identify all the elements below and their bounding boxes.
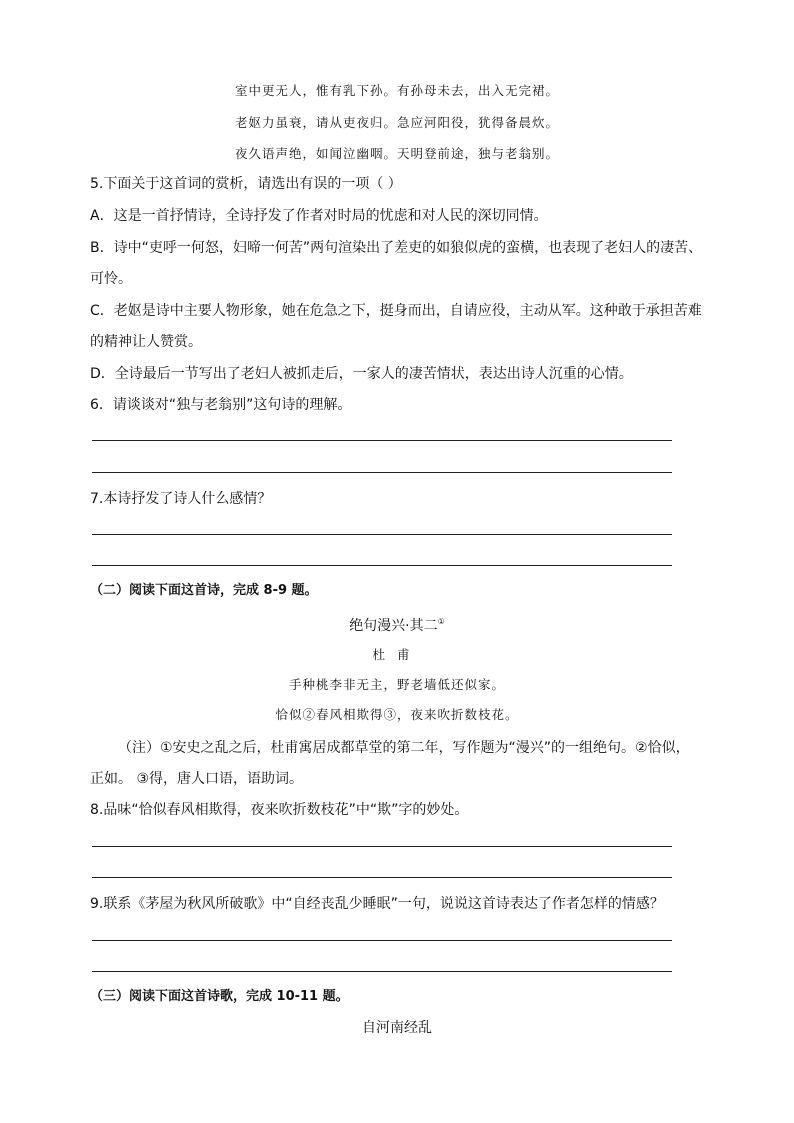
poem-line: 老妪力虽衰，请从吏夜归。急应河阳役，犹得备晨炊。	[234, 115, 559, 130]
poem-3-title: 自河南经乱	[362, 1020, 432, 1036]
question-7-stem: 7.本诗抒发了诗人什么感情？	[90, 491, 272, 507]
answer-line[interactable]	[92, 565, 672, 566]
question-5-stem: 5.下面关于这首词的赏析，请选出有误的一项（ ）	[90, 176, 402, 192]
section-2-heading: （二）阅读下面这首诗，完成 8-9 题。	[90, 583, 318, 598]
question-5-option-d: D．全诗最后一节写出了老妇人被抓走后，一家人的凄苦情状，表达出诗人沉重的心情。	[90, 366, 633, 382]
question-9-stem: 9.联系《茅屋为秋风所破歌》中“自经丧乱少睡眠”一句，说说这首诗表达了作者怎样的情感？	[90, 896, 664, 912]
poem-2-author: 杜甫	[372, 647, 422, 662]
annotation-line: 正如。 ③得，唐人口语，语助词。	[90, 771, 304, 787]
question-5-option-c: C．老妪是诗中主要人物形象，她在危急之下，挺身而出，自请应役，主动从军。这种敢于承担苦难	[90, 303, 702, 319]
annotation-line: （注）①安史之乱之后，杜甫寓居成都草堂的第二年，写作题为“漫兴”的一组绝句。②恰似，	[118, 740, 690, 756]
poem-line: 恰似②春风相欺得③，夜来吹折数枝花。	[275, 707, 519, 722]
poem-line: 手种桃李非无主，野老墙低还似家。	[288, 677, 505, 692]
answer-line[interactable]	[92, 472, 672, 473]
poem-line: 室中更无人，惟有乳下孙。有孙母未去，出入无完裙。	[234, 83, 559, 98]
answer-line[interactable]	[92, 877, 672, 878]
question-5-option-b: B．诗中“吏呼一何怒，妇啼一何苦”两句渲染出了差吏的如狼似虎的蛮横，也表现了老妇人的凄苦、	[90, 240, 703, 256]
poem-line: 夜久语声绝，如闻泣幽咽。天明登前途，独与老翁别。	[234, 146, 559, 161]
answer-line[interactable]	[92, 534, 672, 535]
answer-line[interactable]	[92, 846, 672, 847]
question-6-stem: 6．请谈谈对“独与老翁别”这句诗的理解。	[90, 397, 352, 413]
question-5-option-c-cont: 的精神让人赞赏。	[90, 334, 202, 350]
question-5-option-b-cont: 可怜。	[90, 271, 132, 287]
question-8-stem: 8.品味“恰似春风相欺得，夜来吹折数枝花”中“欺”字的妙处。	[90, 802, 469, 818]
answer-line[interactable]	[92, 440, 672, 441]
section-3-heading: （三）阅读下面这首诗歌，完成 10-11 题。	[90, 989, 349, 1004]
poem-2-title-note: ①	[437, 617, 445, 626]
poem-2-title-text: 绝句漫兴·其二	[349, 618, 438, 634]
question-5-option-a: A．这是一首抒情诗，全诗抒发了作者对时局的忧虑和对人民的深切同情。	[90, 208, 548, 224]
poem-2-title	[0, 612, 794, 636]
answer-line[interactable]	[92, 971, 672, 972]
answer-line[interactable]	[92, 940, 672, 941]
